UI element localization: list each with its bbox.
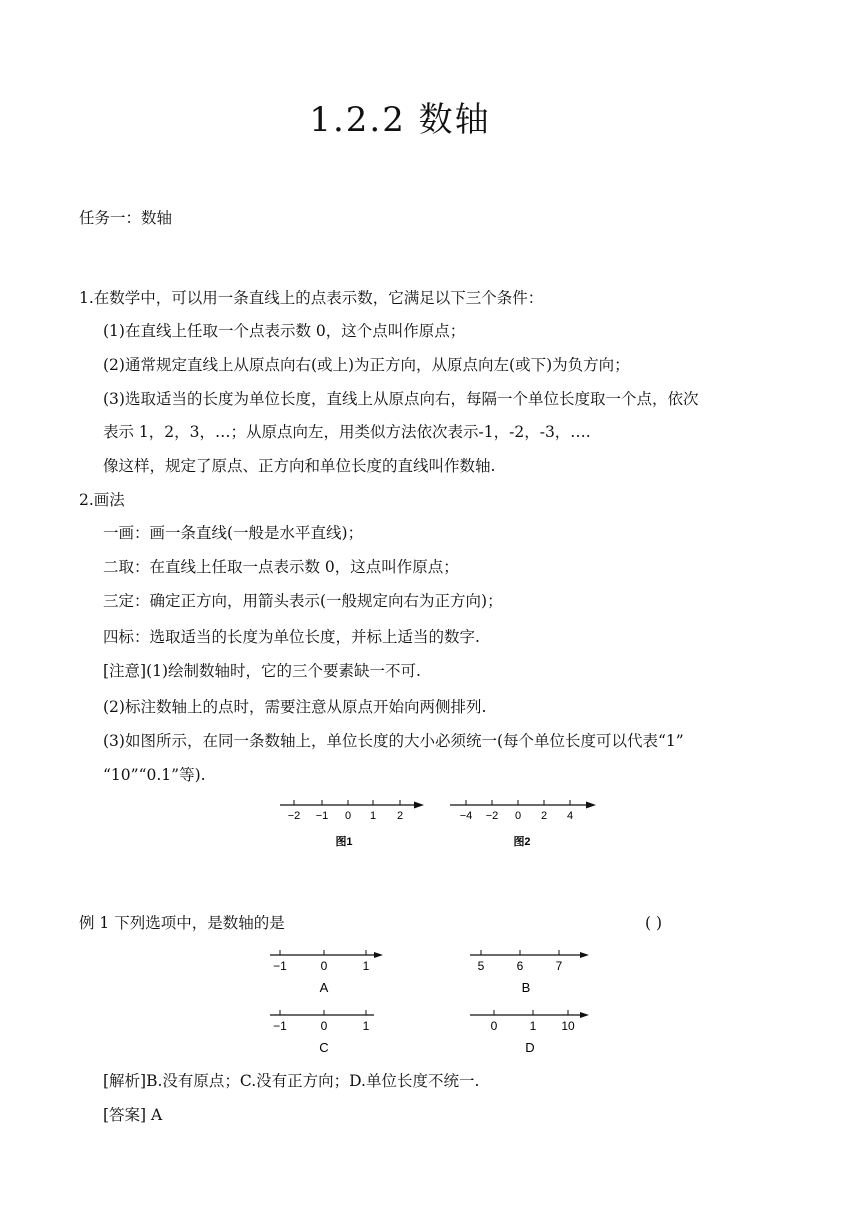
condition-3-line2: 表示 1，2，3，…；从原点向左，用类似方法依次表示-1，-2，-3，….	[103, 423, 591, 441]
option-c-line	[268, 1008, 386, 1058]
note-3-line2: “10”“0.1”等).	[103, 766, 206, 784]
option-a-label: 1	[362, 959, 370, 973]
option-d-line	[468, 1008, 592, 1058]
note-1: [注意](1)绘制数轴时，它的三个要素缺一不可.	[103, 662, 421, 680]
page-title: 1.2.2 数轴	[309, 100, 491, 140]
fig2-label: 2	[540, 810, 548, 822]
option-b-label: 5	[477, 959, 485, 973]
option-d-label: 1	[529, 1019, 537, 1033]
step-4: 四标：选取适当的长度为单位长度，并标上适当的数字.	[103, 628, 480, 646]
fig2-label: 4	[566, 810, 574, 822]
analysis: [解析]B.没有原点；C.没有正方向；D.单位长度不统一.	[103, 1072, 480, 1090]
option-b-label: 6	[516, 959, 524, 973]
fig2-label: −4	[459, 810, 473, 822]
option-d-letter: D	[525, 1040, 535, 1055]
note-2: (2)标注数轴上的点时，需要注意从原点开始向两侧排列.	[103, 698, 487, 716]
section1-intro: 1.在数学中，可以用一条直线上的点表示数，它满足以下三个条件：	[79, 289, 544, 307]
option-d-label: 0	[490, 1019, 498, 1033]
option-a-line	[268, 948, 386, 998]
option-a-letter: A	[319, 980, 329, 995]
step-3: 三定：确定正方向，用箭头表示(一般规定向右为正方向)；	[103, 592, 503, 610]
fig1-label: 2	[396, 810, 404, 822]
option-c-label: 1	[362, 1019, 370, 1033]
answer-blank: ( )	[645, 914, 663, 932]
option-d-label: 10	[561, 1019, 575, 1033]
answer: [答案] A	[103, 1106, 163, 1124]
condition-1: (1)在直线上任取一个点表示数 0，这个点叫作原点；	[103, 322, 466, 340]
note-3-line1: (3)如图所示，在同一条数轴上，单位长度的大小必须统一(每个单位长度可以代表“1”	[103, 732, 684, 750]
step-1: 一画：画一条直线(一般是水平直线)；	[103, 524, 364, 542]
option-a-label: −1	[273, 959, 287, 973]
fig1-label: −1	[315, 810, 329, 822]
fig2-caption: 图2	[513, 836, 531, 848]
option-c-label: −1	[273, 1019, 287, 1033]
figure-2-number-line	[448, 798, 600, 852]
fig1-caption: 图1	[335, 836, 353, 848]
option-a-label: 0	[320, 959, 328, 973]
fig1-label: −2	[287, 810, 301, 822]
condition-3-line1: (3)选取适当的长度为单位长度，直线上从原点向右，每隔一个单位长度取一个点，依次	[103, 390, 699, 408]
definition-summary: 像这样，规定了原点、正方向和单位长度的直线叫作数轴.	[103, 457, 496, 475]
fig1-label: 0	[344, 810, 352, 822]
task-heading: 任务一：数轴	[79, 209, 173, 227]
condition-2: (2)通常规定直线上从原点向右(或上)为正方向，从原点向左(或下)为负方向；	[103, 356, 630, 374]
fig2-label: 0	[514, 810, 522, 822]
step-2: 二取：在直线上任取一点表示数 0，这点叫作原点；	[103, 558, 459, 576]
option-b-letter: B	[521, 980, 531, 995]
option-b-line	[468, 948, 592, 998]
fig1-label: 1	[369, 810, 377, 822]
figure-1-number-line	[278, 798, 428, 852]
option-c-letter: C	[319, 1040, 329, 1055]
option-b-label: 7	[555, 959, 563, 973]
example-stem: 例 1 下列选项中，是数轴的是	[79, 914, 285, 932]
fig2-label: −2	[485, 810, 499, 822]
option-c-label: 0	[320, 1019, 328, 1033]
section2-heading: 2.画法	[79, 491, 125, 509]
